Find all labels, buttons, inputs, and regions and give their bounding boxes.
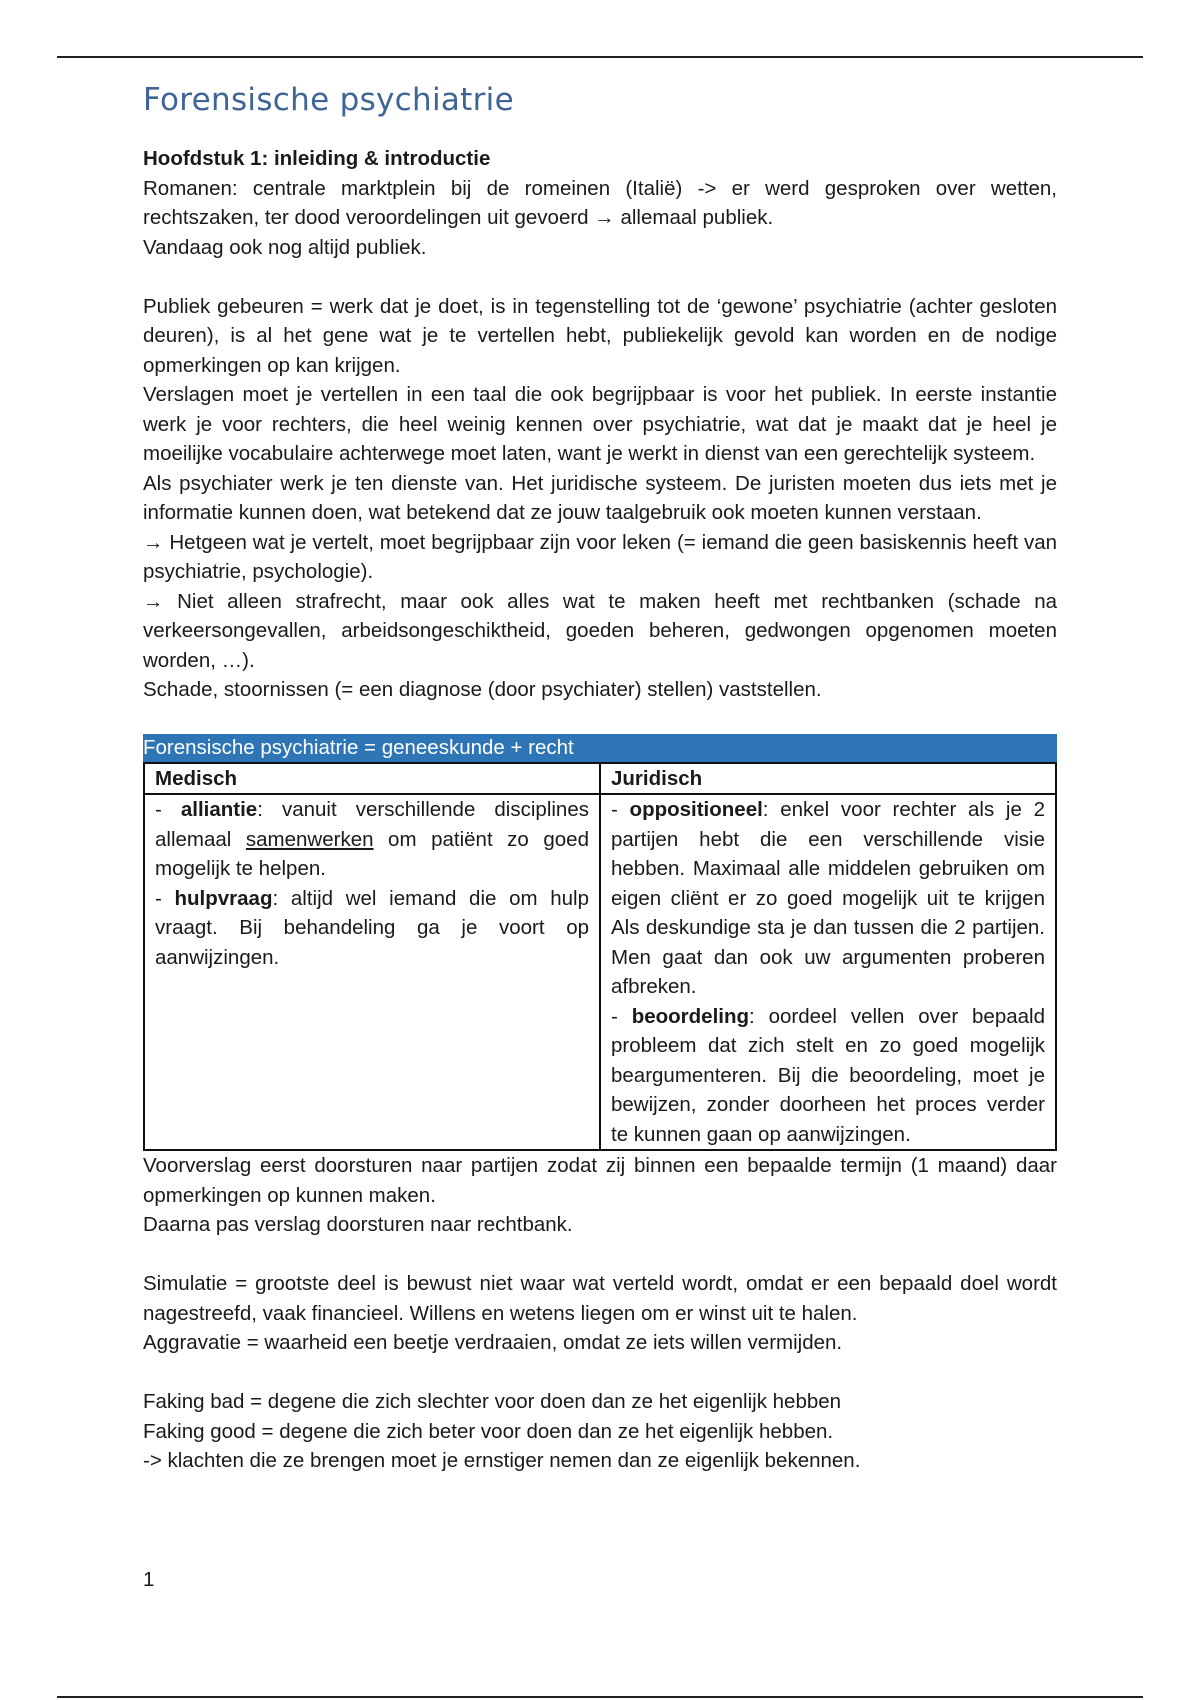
intro-paragraph: Romanen: centrale marktplein bij de romeinen (Italië) -> er werd gesproken over wetten, rechtszaken, ter dood veroordelingen uit gevoerd → allemaal publiek. [143,176,1057,229]
intro-paragraph: Vandaag ook nog altijd publiek. [143,235,427,259]
body-paragraph: → Hetgeen wat je vertelt, moet begrijpbaar zijn voor leken (= iemand die geen basiskennis heeft van psychiatrie, psychologie). [143,530,1057,583]
page-number: 1 [143,1568,155,1591]
after-table-paragraph: Voorverslag eerst doorsturen naar partijen zodat zij binnen een bepaalde termijn (1 maand) daar opmerkingen op kunnen maken. [143,1154,1057,1207]
faking-note: -> klachten die ze brengen moet je ernstiger nemen dan ze eigenlijk bekennen. [143,1449,861,1472]
chapter-heading: Hoofdstuk 1: inleiding & introductie [143,147,491,170]
hulpvraag-item: - hulpvraag: altijd wel iemand die om hulp vraagt. Bij behandeling ga je voort op aanwijzingen. [155,886,589,969]
document-page [143,82,1057,1476]
body-paragraph: Publiek gebeuren = werk dat je doet, is in tegenstelling tot de ‘gewone’ psychiatrie (achter gesloten deuren), is al het gene wat je te vertellen hebt, publiekelijk gevold kan worden en de nodige opmerkingen op kan krijgen. [143,294,1057,377]
column-header-medisch: Medisch [144,763,600,795]
alliantie-item: - alliantie: vanuit verschillende disciplines allemaal samenwerken om patiënt zo goed mogelijk te helpen. [155,798,589,880]
medisch-cell [144,794,600,1150]
alliantie-term: alliantie [180,798,258,821]
header-rule [57,56,1143,58]
body-paragraph: → Niet alleen strafrecht, maar ook alles wat te maken heeft met rechtbanken (schade na verkeersongevallen, arbeidsongeschiktheid, goeden beheren, gedwongen opgenomen moeten worden, …). [143,589,1057,672]
beoordeling-term: beoordeling [631,1004,750,1028]
body-paragraph: Als psychiater werk je ten dienste van. Het juridische systeem. De juristen moeten dus iets met je informatie kunnen doen, wat betekend dat ze jouw taalgebruik ook moeten kunnen verstaan. [143,471,1057,524]
footer-rule [57,1696,1143,1698]
definition-aggravatie: Aggravatie = waarheid een beetje verdraaien, omdat ze iets willen vermijden. [143,1331,843,1354]
faking-good: Faking good = degene die zich beter voor doen dan ze het eigenlijk hebben. [143,1419,834,1443]
body-paragraph: Schade, stoornissen (= een diagnose (door psychiater) stellen) vaststellen. [143,678,822,701]
juridisch-cell [600,794,1056,1150]
beoordeling-item: - beoordeling: oordeel vellen over bepaald probleem dat zich stelt en zo goed mogelijk beargumenteren. Bij die beoordeling, moet je bewijzen, zonder doorheen het proces verder te kunnen gaan op aanwijzingen. [611,1004,1045,1146]
oppositioneel-item: - oppositioneel: enkel voor rechter als je 2 partijen hebt die een verschillende visie hebben. Maximaal alle middelen gebruiken om eigen cliënt er zo goed mogelijk uit te krijgen Als deskundige sta je dan tussen die 2 partijen. Men gaat dan ook uw argumenten proberen afbreken. [611,798,1045,998]
body-paragraph: Verslagen moet je vertellen in een taal die ook begrijpbaar is voor het publiek. In eerste instantie werk je voor rechters, die heel weinig kennen over psychiatrie, wat dat je maakt dat je heel je moeilijke vocabulaire achterwege moet laten, want je werkt in dienst van een gerechtelijk systeem. [143,383,1057,465]
document-title: Forensische psychiatrie [143,82,514,118]
faking-bad: Faking bad = degene die zich slechter voor doen dan ze het eigenlijk hebben [143,1390,842,1413]
hulpvraag-term: hulpvraag [174,886,273,910]
table-banner: Forensische psychiatrie = geneeskunde + recht [143,734,1057,762]
samenwerken-underlined: samenwerken [245,827,374,851]
definition-simulatie: Simulatie = grootste deel is bewust niet waar wat verteld wordt, omdat er een bepaald doel wordt nagestreefd, vaak financieel. Willens en wetens liegen om er winst uit te halen. [143,1272,1057,1325]
column-header-juridisch: Juridisch [600,763,1056,795]
comparison-table [143,762,1057,1152]
after-table-paragraph: Daarna pas verslag doorsturen naar rechtbank. [143,1213,573,1236]
oppositioneel-term: oppositioneel [629,798,763,821]
